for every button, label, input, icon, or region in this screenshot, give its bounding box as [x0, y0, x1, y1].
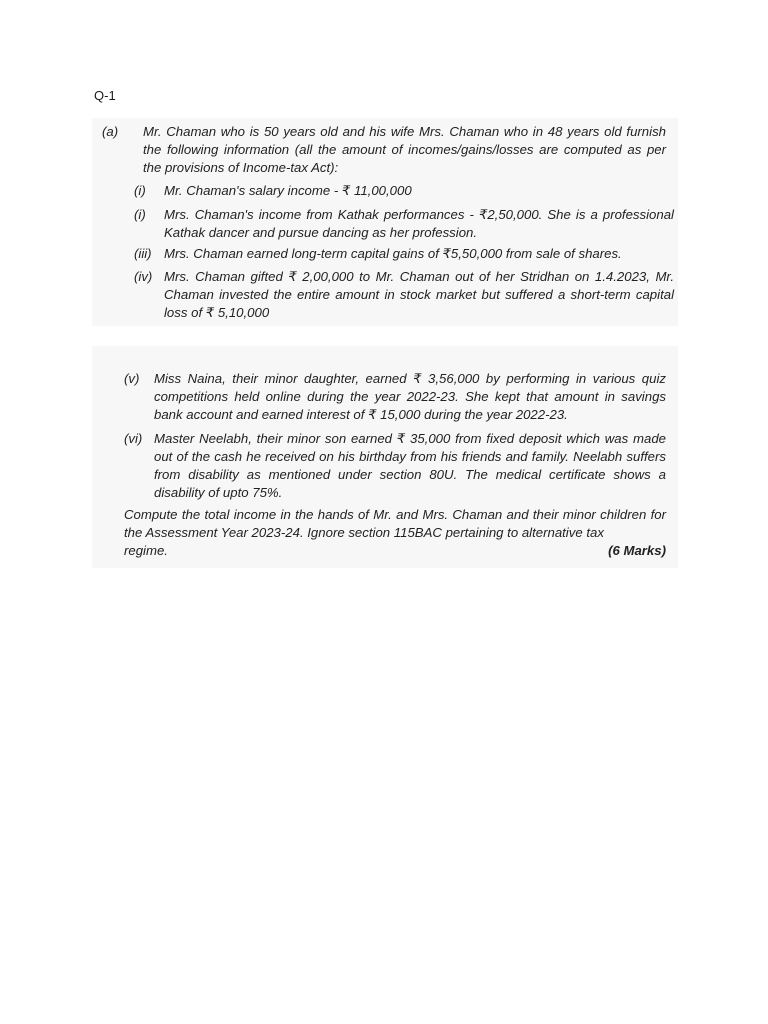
item-text: Mrs. Chaman gifted ₹ 2,00,000 to Mr. Chaman out of her Stridhan on 1.4.2023, Mr. Chaman invested the entire amount in stock market but suffered a short-term capital loss of ₹ 5,10,000 [164, 269, 674, 320]
question-number: Q-1 [94, 88, 116, 103]
item-i-salary [134, 182, 674, 200]
item-text: Master Neelabh, their minor son earned ₹ 35,000 from fixed deposit which was made out of the cash he received on his birthday from his friends and family. Neelabh suffers from disability as mentioned under section 80U. The medical certificate shows a disability of upto 75%. [154, 431, 666, 500]
item-vi-neelabh [124, 430, 666, 502]
item-label: (vi) [124, 431, 143, 446]
item-text: Miss Naina, their minor daughter, earned ₹ 3,56,000 by performing in various quiz competitions held online during the year 2022-23. She kept that amount in savings bank account and earned interest of ₹ 15,000 during the year 2022-23. [154, 371, 666, 422]
marks-label: (6 Marks) [608, 543, 666, 558]
item-label: (iii) [134, 246, 152, 261]
item-kathak-income [134, 206, 674, 242]
item-text: Mrs. Chaman earned long-term capital gains of ₹5,50,000 from sale of shares. [164, 246, 622, 261]
scanned-question-block-2 [92, 346, 678, 568]
scanned-question-block-1 [92, 118, 678, 326]
question-instruction: Compute the total income in the hands of Mr. and Mrs. Chaman and their minor children for the Assessment Year 2023-24. Ignore section 115BAC pertaining to alternative tax [124, 507, 666, 540]
item-iii-ltcg [134, 245, 674, 263]
item-v-naina [124, 370, 666, 424]
part-a-intro-text: Mr. Chaman who is 50 years old and his wife Mrs. Chaman who in 48 years old furnish the following information (all the amount of incomes/gains/losses are computed as per the provisions of Income-tax Act): [143, 124, 666, 175]
item-iv-gift [134, 268, 674, 322]
item-label: (v) [124, 371, 140, 386]
item-label: (i) [134, 207, 146, 222]
item-text: Mr. Chaman's salary income - ₹ 11,00,000 [164, 183, 412, 198]
question-instruction-end [124, 542, 666, 560]
item-label: (i) [134, 183, 146, 198]
question-instruction-last-word: regime. [124, 543, 168, 558]
item-label: (iv) [134, 269, 153, 284]
part-a-intro [102, 123, 666, 177]
part-a-label: (a) [102, 124, 119, 139]
item-text: Mrs. Chaman's income from Kathak performances - ₹2,50,000. She is a professional Kathak dancer and pursue dancing as her profession. [164, 207, 674, 240]
